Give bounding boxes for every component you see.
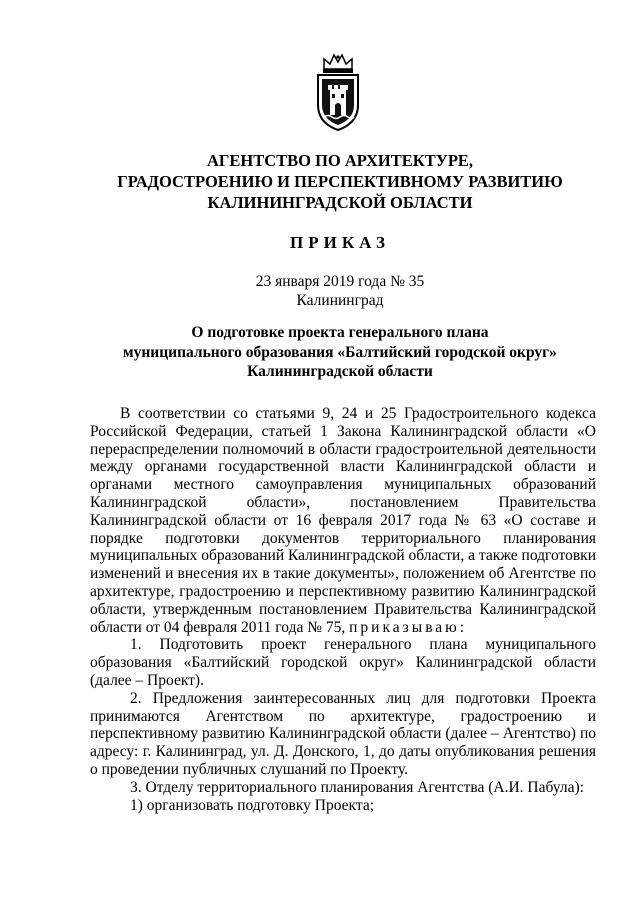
- order-word: приказываю:: [349, 618, 468, 636]
- agency-name-line: ГРАДОСТРОЕНИЮ И ПЕРСПЕКТИВНОМУ РАЗВИТИЮ: [117, 172, 563, 191]
- preamble-text: В соответствии со статьями 9, 24 и 25 Градостроительного кодекса Российской Федерации, статьей 1 Закона Калининградской области «О перераспределении полномочий в области градостроительной деятельности между органами государственной власти Калининградской области и органами местного самоуправления муниципальных образований Калининградской области», постановлением Правительства Калининградской области от 16 февраля 2017 года № 63 «О составе и порядке подготовки документов территориального планирования муниципальных образований Калининградской области, а также подготовки изменений и внесения их в такие документы», положением об Агентстве по архитектуре, градостроению и перспективному развитию Калининградской области, утвержденным постановлением Правительства Калининградской области от 04 февраля 2011 года № 75,: [90, 405, 596, 636]
- document-meta: [80, 272, 600, 310]
- document-type-title: ПРИКАЗ: [290, 233, 390, 252]
- preamble-paragraph: [90, 405, 596, 636]
- agency-name-line: АГЕНТСТВО ПО АРХИТЕКТУРЕ,: [206, 151, 474, 170]
- subject-line: муниципального образования «Балтийский городской округ»: [123, 343, 557, 361]
- date-number: 23 января 2019 года № 35: [255, 273, 425, 290]
- subject-line: О подготовке проекта генерального плана: [191, 324, 489, 341]
- order-item-1: 1. Подготовить проект генерального плана муниципального образования «Балтийский городской округ» Калининградской области (далее – Проект).: [90, 636, 596, 689]
- order-item-2: 2. Предложения заинтересованных лиц для подготовки Проекта принимаются Агентством по архитектуре, градостроению и перспективному развитию Калининградской области (далее – Агентство) по адресу: г. Калининград, ул. Д. Донского, 1, до даты опубликования решения о проведении публичных слушаний по Проекту.: [90, 689, 596, 778]
- agency-name-line: КАЛИНИНГРАДСКОЙ ОБЛАСТИ: [207, 193, 473, 212]
- subject-line: Калининградской области: [247, 363, 433, 380]
- order-item-3: 3. Отделу территориального планирования Агентства (А.И. Пабула):: [130, 778, 584, 796]
- order-subject: [80, 323, 600, 382]
- coat-of-arms-emblem: [314, 53, 362, 133]
- city: Калининград: [296, 292, 384, 309]
- order-item-3-1: 1) организовать подготовку Проекта;: [130, 796, 375, 814]
- agency-name: [80, 150, 600, 213]
- order-body: [90, 405, 596, 814]
